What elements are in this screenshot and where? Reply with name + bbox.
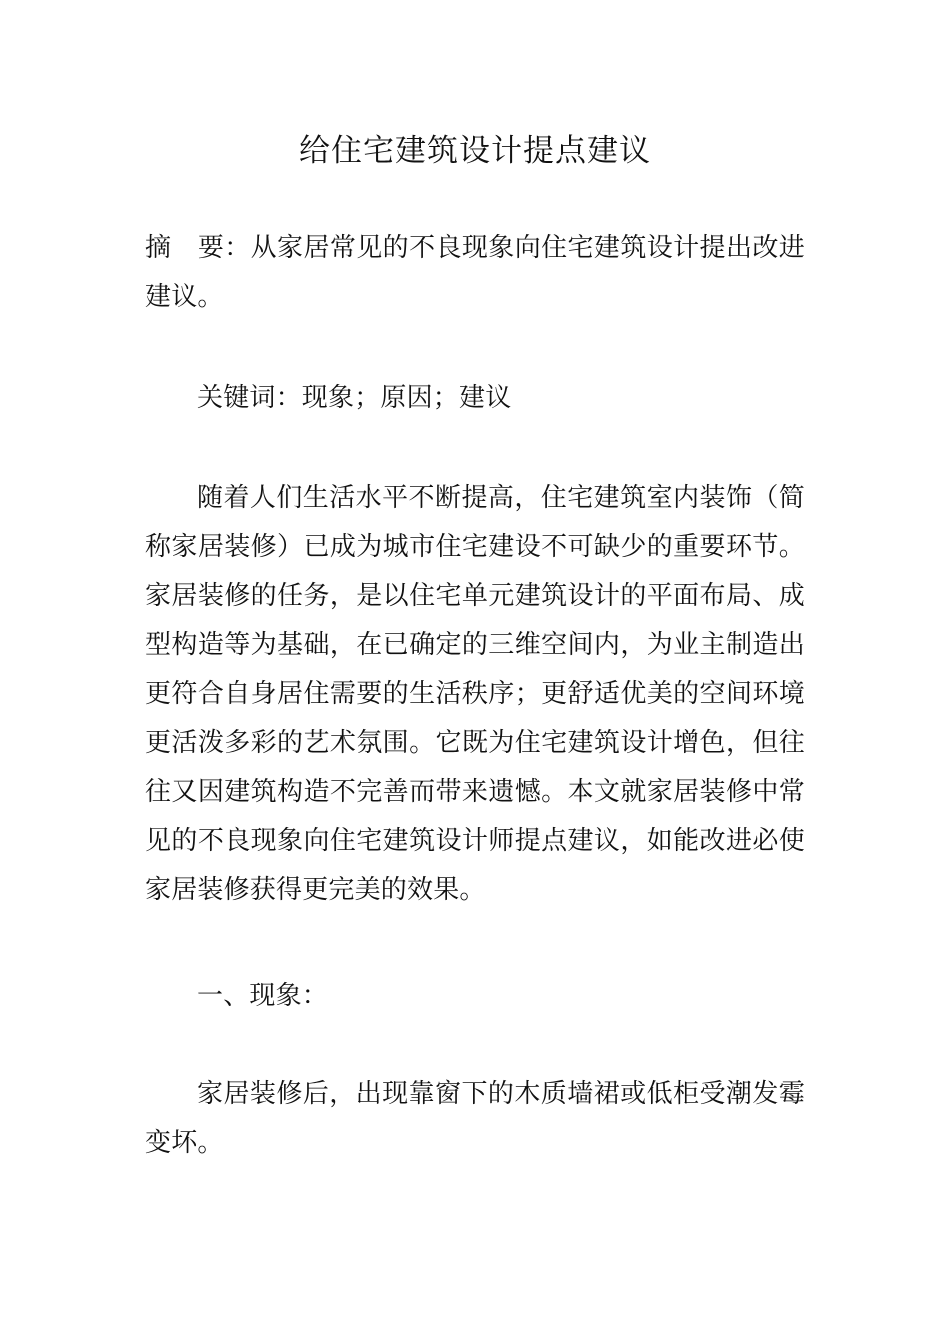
section-heading: 一、现象：: [197, 981, 329, 1011]
keywords-line: 关键词：现象；原因；建议: [197, 383, 512, 413]
phenomenon-paragraph: 家居装修后，出现靠窗下的木质墙裙或低柜受潮发霉变坏。: [145, 1079, 805, 1158]
abstract-paragraph: 摘 要：从家居常见的不良现象向住宅建筑设计提出改进建议。: [145, 233, 805, 312]
document-title: 给住宅建筑设计提点建议: [299, 133, 651, 169]
intro-paragraph: 随着人们生活水平不断提高，住宅建筑室内装饰（简称家居装修）已成为城市住宅建设不可缺少的重要环节。家居装修的任务，是以住宅单元建筑设计的平面布局、成型构造等为基础，在已确定的三维空间内，为业主制造出更符合自身居住需要的生活秩序；更舒适优美的空间环境更活泼多彩的艺术氛围。它既为住宅建筑设计增色，但往往又因建筑构造不完善而带来遗憾。本文就家居装修中常见的不良现象向住宅建筑设计师提点建议，如能改进必使家居装修获得更完美的效果。: [145, 483, 805, 905]
